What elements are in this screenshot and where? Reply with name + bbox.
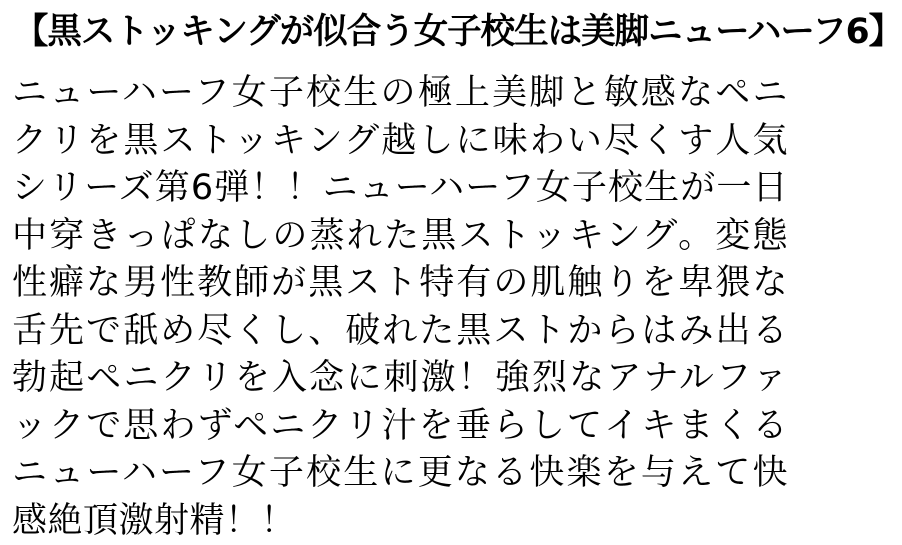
body-paragraph: ニューハーフ女子校生の極上美脚と敏感なペニクリを黒ストッキング越しに味わい尽くす人気シリーズ第6弾！！ニューハーフ女子校生が一日中穿きっぱなしの蒸れた黒ストッキング。変態性癖な男性教師が黒スト特有の肌触りを卑猥な舌先で舐め尽くし、破れた黒ストからはみ出る勃起ペニクリを入念に刺激！強烈なアナルファックで思わずペニクリ汁を垂らしてイキまくるニューハーフ女子校生に更なる快楽を与えて快感絶頂激射精！！ [12, 73, 788, 541]
page-title: 【黒ストッキングが似合う女子校生は美脚ニューハーフ6】 [13, 12, 902, 52]
